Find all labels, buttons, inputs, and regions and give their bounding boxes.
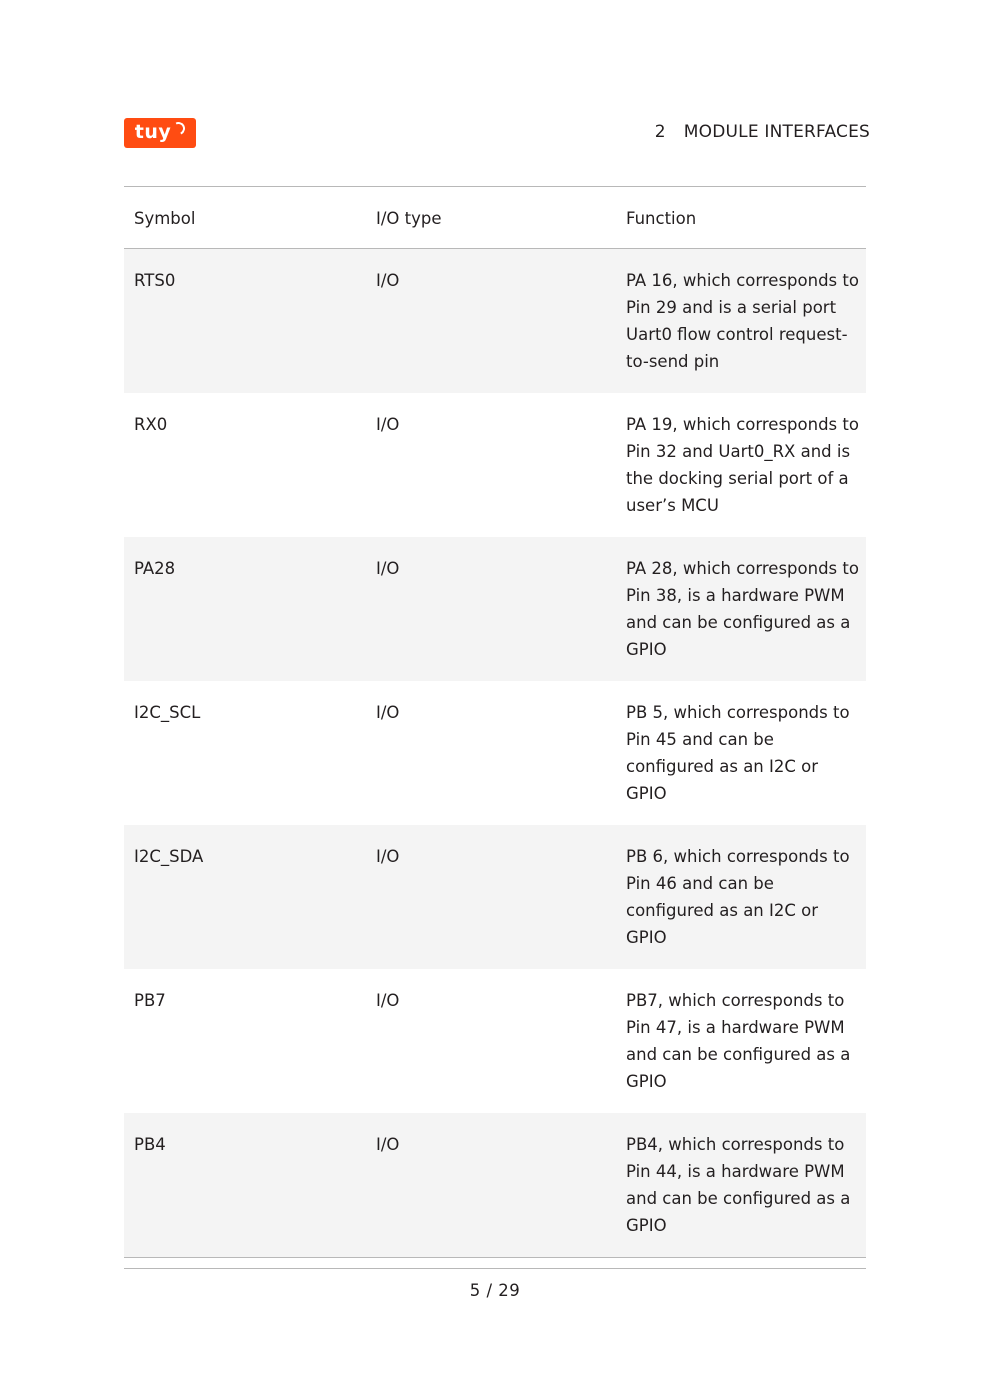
table-row [124, 537, 866, 681]
page-footer [124, 1268, 866, 1300]
column-header-function: Function [626, 209, 697, 228]
page-number: 5 / 29 [469, 1281, 521, 1300]
table-row [124, 969, 866, 1113]
cell-io-type: I/O [376, 415, 400, 434]
cell-symbol: PB4 [134, 1135, 166, 1154]
table-row [124, 1113, 866, 1257]
footer-divider [124, 1268, 866, 1269]
column-header-symbol: Symbol [134, 209, 196, 228]
cell-symbol: I2C_SDA [134, 847, 204, 866]
cell-function: PA 16, which corresponds to Pin 29 and is a serial port Uart0 flow control request-to-send pin [626, 271, 859, 371]
table-row [124, 825, 866, 969]
cell-function: PB 6, which corresponds to Pin 46 and can be configured as an I2C or GPIO [626, 847, 850, 947]
table-row [124, 681, 866, 825]
chapter-title: MODULE INTERFACES [683, 122, 870, 142]
cell-function: PB7, which corresponds to Pin 47, is a hardware PWM and can be configured as a GPIO [626, 991, 851, 1091]
cell-io-type: I/O [376, 991, 400, 1010]
table-header-row [124, 187, 866, 249]
logo-wordmark: tuy [134, 121, 172, 143]
cell-function: PB4, which corresponds to Pin 44, is a hardware PWM and can be configured as a GPIO [626, 1135, 851, 1235]
cell-symbol: RX0 [134, 415, 168, 434]
cell-symbol: PB7 [134, 991, 166, 1010]
tuya-logo [124, 118, 196, 148]
table-row [124, 393, 866, 537]
cell-io-type: I/O [376, 559, 400, 578]
cell-io-type: I/O [376, 847, 400, 866]
cell-symbol: PA28 [134, 559, 176, 578]
cell-io-type: I/O [376, 703, 400, 722]
pin-function-table [124, 186, 866, 1258]
cell-io-type: I/O [376, 1135, 400, 1154]
table-row [124, 249, 866, 393]
cell-symbol: RTS0 [134, 271, 176, 290]
cell-function: PA 19, which corresponds to Pin 32 and Uart0_RX and is the docking serial port of a user’s MCU [626, 415, 859, 515]
page-header [124, 118, 870, 158]
column-header-io-type: I/O type [376, 209, 442, 228]
chapter-heading [655, 122, 870, 142]
cell-function: PA 28, which corresponds to Pin 38, is a hardware PWM and can be configured as a GPIO [626, 559, 859, 659]
logo-arc-icon [170, 120, 187, 137]
cell-symbol: I2C_SCL [134, 703, 201, 722]
cell-io-type: I/O [376, 271, 400, 290]
chapter-number: 2 [654, 122, 666, 142]
cell-function: PB 5, which corresponds to Pin 45 and can be configured as an I2C or GPIO [626, 703, 850, 803]
